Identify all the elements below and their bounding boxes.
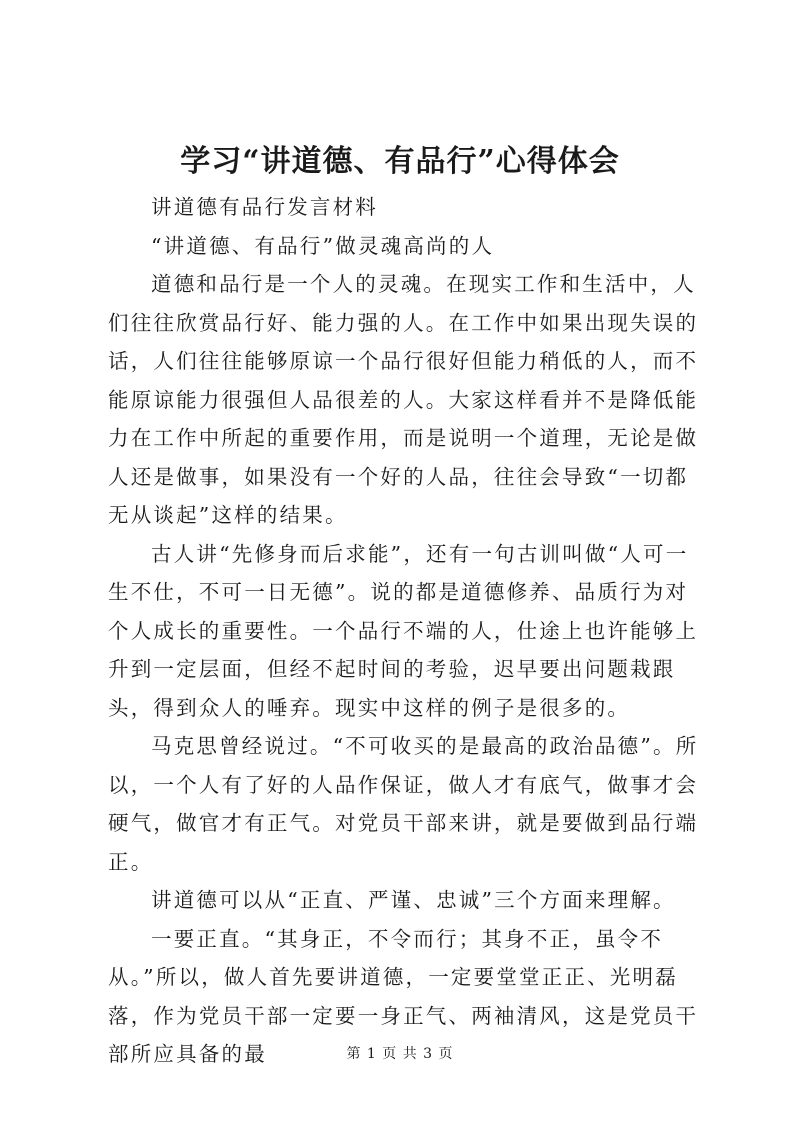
paragraph: 道德和品行是一个人的灵魂。在现实工作和生活中，人们往往欣赏品行好、能力强的人。在工作中如果出现失误的话，人们往往能够原谅一个品行很好但能力稍低的人，而不能原谅能力很强但人品很差的人。大家这样看并不是降低能力在工作中所起的重要作用，而是说明一个道理，无论是做人还是做事，如果没有一个好的人品，往往会导致“一切都无从谈起”这样的结果。 (108, 272, 699, 527)
paragraph: 一要正直。“其身正，不令而行；其身不正，虽令不从。”所以，做人首先要讲道德，一定要堂堂正正、光明磊落，作为党员干部一定要一身正气、两袖清风，这是党员干部所应具备的最 (108, 926, 699, 1066)
paragraph: 讲道德有品行发言材料 (151, 195, 378, 219)
paragraph: 马克思曾经说过。“不可收买的是最高的政治品德”。所以，一个人有了好的人品作保证，做人才有底气，做事才会硬气，做官才有正气。对党员干部来讲，就是要做到品行端正。 (108, 734, 699, 874)
document-title: 学习“讲道德、有品行”心得体会 (180, 144, 620, 179)
document-body (108, 188, 708, 1074)
paragraph: 古人讲“先修身而后求能”，还有一句古训叫做“人可一生不仕，不可一日无德”。说的都是道德修养、品质行为对个人成长的重要性。一个品行不端的人，仕途上也许能够上升到一定层面，但经不起时间的考验，迟早要出问题栽跟头，得到众人的唾弃。现实中这样的例子是很多的。 (108, 541, 699, 720)
paragraph: 讲道德可以从“正直、严谨、忠诚”三个方面来理解。 (151, 888, 676, 912)
paragraph: “讲道德、有品行”做灵魂高尚的人 (151, 233, 495, 258)
page-footer: 第 1 页 共 3 页 (346, 1046, 454, 1062)
